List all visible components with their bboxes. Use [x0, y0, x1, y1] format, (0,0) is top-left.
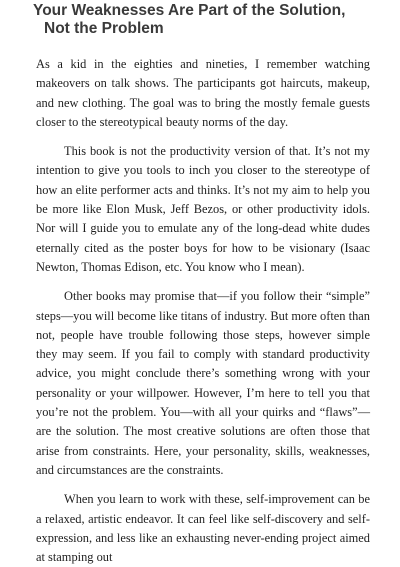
paragraph-4: When you learn to work with these, self-improvement can be a relaxed, artistic endeavor. It can feel like self-discovery and self-expression, and less like an exhausting never-ending project aimed at stamping out [36, 492, 370, 565]
paragraph-1: As a kid in the eighties and nineties, I remember watching makeovers on talk shows. The participants got haircuts, makeup, and new clothing. The goal was to bring the mostly female guests closer to the stereotypical beauty norms of the day. [36, 57, 370, 129]
section-heading-line-1: Your Weaknesses Are Part of the Solution, [33, 2, 346, 19]
body-text [36, 55, 370, 567]
paragraph-2: This book is not the productivity version of that. It’s not my intention to give you tools to inch you closer to the stereotype of how an elite performer acts and thinks. It’s not my aim to help you be more like Elon Musk, Jeff Bezos, or other productivity idols. Nor will I guide you to emulate any of the long-dead white dudes eternally cited as the poster boys for how to be visionary (Isaac Newton, Thomas Edison, etc. You know who I mean). [36, 144, 370, 274]
paragraph-3: Other books may promise that—if you follow their “simple” steps—you will become like titans of industry. But more often than not, people have trouble following those steps, however simple they may seem. If you fail to comply with standard productivity advice, you might conclude there’s something wrong with your personality or your willpower. However, I’m here to tell you that you’re not the problem. You—with all your quirks and “flaws”—are the solution. The most creative solutions are often those that arise from constraints. Here, your personality, skills, weaknesses, and circumstances are the constraints. [36, 289, 370, 477]
section-heading-line-2: Not the Problem [44, 20, 164, 37]
section-heading [33, 2, 373, 38]
